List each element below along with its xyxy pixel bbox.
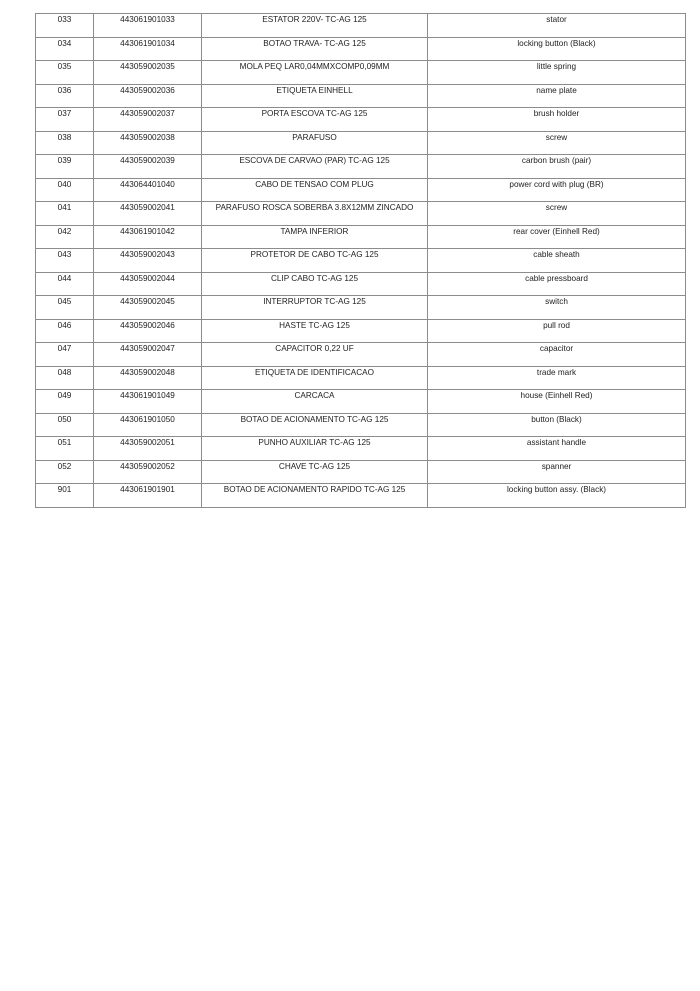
position-cell: 035 [36, 61, 94, 85]
part-number-cell: 443061901050 [94, 413, 202, 437]
table-row [36, 84, 686, 108]
part-number-cell: 443059002051 [94, 437, 202, 461]
description-en-cell: pull rod [428, 319, 686, 343]
position-cell: 046 [36, 319, 94, 343]
description-pt-cell: PARAFUSO ROSCA SOBERBA 3.8X12MM ZINCADO [202, 202, 428, 226]
description-pt-cell: BOTAO TRAVA- TC-AG 125 [202, 37, 428, 61]
description-en-cell: little spring [428, 61, 686, 85]
part-number-cell: 443064401040 [94, 178, 202, 202]
position-cell: 039 [36, 155, 94, 179]
description-en-cell: locking button (Black) [428, 37, 686, 61]
table-row [36, 437, 686, 461]
part-number-cell: 443059002043 [94, 249, 202, 273]
position-cell: 052 [36, 460, 94, 484]
table-row [36, 272, 686, 296]
table-row [36, 155, 686, 179]
table-row [36, 366, 686, 390]
part-number-cell: 443061901034 [94, 37, 202, 61]
description-en-cell: name plate [428, 84, 686, 108]
description-pt-cell: PARAFUSO [202, 131, 428, 155]
part-number-cell: 443059002037 [94, 108, 202, 132]
position-cell: 034 [36, 37, 94, 61]
description-pt-cell: PROTETOR DE CABO TC-AG 125 [202, 249, 428, 273]
table-row [36, 484, 686, 508]
position-cell: 048 [36, 366, 94, 390]
part-number-cell: 443061901033 [94, 14, 202, 38]
description-pt-cell: CLIP CABO TC-AG 125 [202, 272, 428, 296]
part-number-cell: 443059002041 [94, 202, 202, 226]
table-row [36, 413, 686, 437]
description-en-cell: power cord with plug (BR) [428, 178, 686, 202]
table-row [36, 390, 686, 414]
part-number-cell: 443059002035 [94, 61, 202, 85]
parts-table [35, 13, 686, 508]
part-number-cell: 443059002036 [94, 84, 202, 108]
description-en-cell: screw [428, 131, 686, 155]
position-cell: 040 [36, 178, 94, 202]
description-en-cell: assistant handle [428, 437, 686, 461]
description-pt-cell: INTERRUPTOR TC-AG 125 [202, 296, 428, 320]
part-number-cell: 443061901042 [94, 225, 202, 249]
position-cell: 045 [36, 296, 94, 320]
part-number-cell: 443059002046 [94, 319, 202, 343]
position-cell: 049 [36, 390, 94, 414]
description-en-cell: spanner [428, 460, 686, 484]
description-pt-cell: HASTE TC-AG 125 [202, 319, 428, 343]
description-en-cell: house (Einhell Red) [428, 390, 686, 414]
description-en-cell: cable sheath [428, 249, 686, 273]
position-cell: 042 [36, 225, 94, 249]
part-number-cell: 443059002044 [94, 272, 202, 296]
position-cell: 038 [36, 131, 94, 155]
description-en-cell: locking button assy. (Black) [428, 484, 686, 508]
table-row [36, 61, 686, 85]
description-pt-cell: ETIQUETA EINHELL [202, 84, 428, 108]
table-row [36, 249, 686, 273]
description-pt-cell: TAMPA INFERIOR [202, 225, 428, 249]
description-pt-cell: ESCOVA DE CARVAO (PAR) TC-AG 125 [202, 155, 428, 179]
part-number-cell: 443059002048 [94, 366, 202, 390]
part-number-cell: 443059002038 [94, 131, 202, 155]
description-en-cell: stator [428, 14, 686, 38]
table-row [36, 225, 686, 249]
part-number-cell: 443061901901 [94, 484, 202, 508]
part-number-cell: 443061901049 [94, 390, 202, 414]
position-cell: 051 [36, 437, 94, 461]
description-en-cell: button (Black) [428, 413, 686, 437]
table-row [36, 296, 686, 320]
table-row [36, 460, 686, 484]
table-row [36, 14, 686, 38]
table-row [36, 108, 686, 132]
table-row [36, 319, 686, 343]
position-cell: 901 [36, 484, 94, 508]
description-pt-cell: PORTA ESCOVA TC-AG 125 [202, 108, 428, 132]
part-number-cell: 443059002052 [94, 460, 202, 484]
description-pt-cell: CARCACA [202, 390, 428, 414]
description-pt-cell: BOTAO DE ACIONAMENTO RAPIDO TC-AG 125 [202, 484, 428, 508]
description-en-cell: brush holder [428, 108, 686, 132]
description-en-cell: switch [428, 296, 686, 320]
position-cell: 041 [36, 202, 94, 226]
description-pt-cell: BOTAO DE ACIONAMENTO TC-AG 125 [202, 413, 428, 437]
position-cell: 050 [36, 413, 94, 437]
description-pt-cell: CABO DE TENSAO COM PLUG [202, 178, 428, 202]
part-number-cell: 443059002047 [94, 343, 202, 367]
description-en-cell: trade mark [428, 366, 686, 390]
part-number-cell: 443059002045 [94, 296, 202, 320]
description-pt-cell: PUNHO AUXILIAR TC-AG 125 [202, 437, 428, 461]
position-cell: 044 [36, 272, 94, 296]
description-pt-cell: ESTATOR 220V- TC-AG 125 [202, 14, 428, 38]
position-cell: 033 [36, 14, 94, 38]
description-en-cell: cable pressboard [428, 272, 686, 296]
description-pt-cell: CAPACITOR 0,22 UF [202, 343, 428, 367]
table-row [36, 178, 686, 202]
table-row [36, 37, 686, 61]
position-cell: 036 [36, 84, 94, 108]
position-cell: 047 [36, 343, 94, 367]
description-pt-cell: MOLA PEQ LAR0,04MMXCOMP0,09MM [202, 61, 428, 85]
description-en-cell: carbon brush (pair) [428, 155, 686, 179]
table-row [36, 343, 686, 367]
description-en-cell: screw [428, 202, 686, 226]
part-number-cell: 443059002039 [94, 155, 202, 179]
description-en-cell: capacitor [428, 343, 686, 367]
description-en-cell: rear cover (Einhell Red) [428, 225, 686, 249]
description-pt-cell: ETIQUETA DE IDENTIFICACAO [202, 366, 428, 390]
position-cell: 037 [36, 108, 94, 132]
position-cell: 043 [36, 249, 94, 273]
description-pt-cell: CHAVE TC-AG 125 [202, 460, 428, 484]
table-row [36, 202, 686, 226]
parts-table-body [36, 14, 686, 508]
table-row [36, 131, 686, 155]
